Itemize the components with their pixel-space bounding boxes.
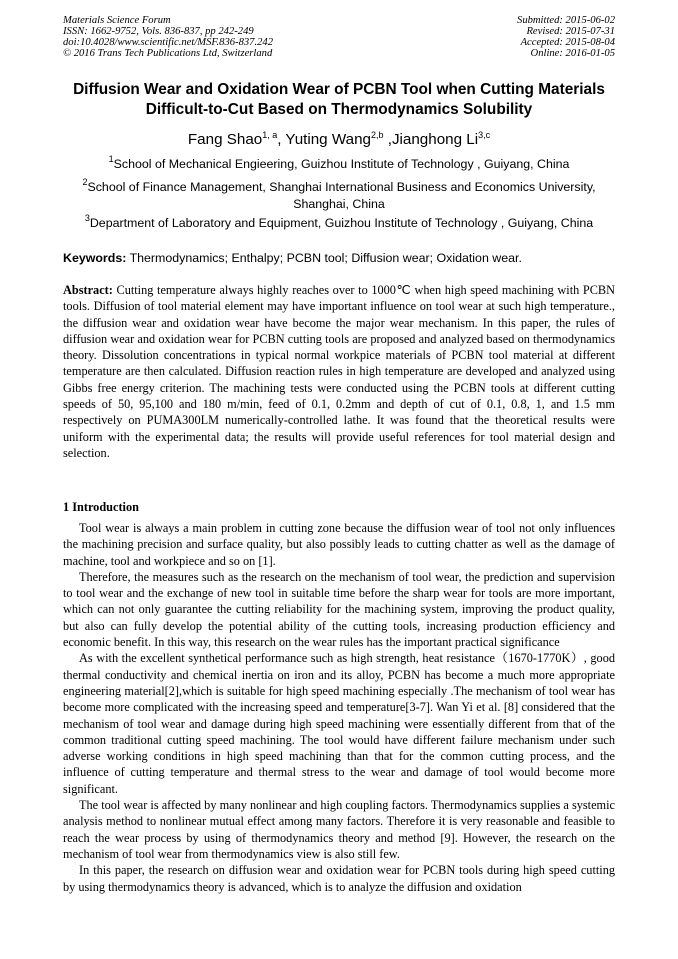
paragraph: As with the excellent synthetical performance such as high strength, heat resistance（1670-1770K）, good thermal conductivity and chemical inertia on iron and its alloy, PCBN has become a much more appropriate engineering material[2],which is suitable for high speed machining especially .The mechanism of tool wear has become more complicated with the increasing speed and temperature[3-7]. Wan Yi et al. [8] considered that the mechanism of tool wear and damage during high speed machining were essentially different from that of the common traditional cutting speed machining. The tool would have different failure mechanism under such adverse working conditions in high speed machining than that for the common cutting process, and the influence of cutting temperature and thermal stress to the wear and damage of tool would become more significant.	[63, 651, 615, 796]
introduction-body	[63, 520, 615, 895]
abstract	[63, 282, 615, 461]
journal-copyright: © 2016 Trans Tech Publications Ltd, Switzerland	[63, 48, 273, 59]
keywords-label: Keywords:	[63, 251, 127, 265]
journal-doi: doi:10.4028/www.scientific.net/MSF.836-837.242	[63, 37, 273, 48]
author-affiliation-mark: 1, a	[262, 130, 278, 140]
author-name: Jianghong Li	[391, 131, 479, 148]
author-name: Fang Shao	[187, 131, 263, 148]
abstract-label: Abstract:	[63, 283, 113, 297]
abstract-text: Cutting temperature always highly reaches over to 1000℃ when high speed machining with PCBN tools. Diffusion of tool material element may have important influence on tool wear at such high temperature., the diffusion wear and oxidation wear have become the major wear mechanism. In this paper, the rules of diffusion wear and oxidation wear for PCBN cutting tools are proposed and analyzed based on thermodynamics theory. Dissolution concentrations in typical normal workpice materials of PCBN tool material at different temperature are then calculated. Diffusion reaction rules in high temperature are developed and analyzed using Gibbs free energy criterion. The machining tests were conducted using the PCBN tools at different cutting speeds of 50, 95,100 and 180 m/min, feed of 0.1, 0.2mm and depth of cut of 0.1, 0.8, 1, and 1.5 mm respectively on PUMA300LM numerically-controlled lathe. It was found that the theoretical results were uniform with the experimental data; the results will provide useful references for tool material design and selection.	[63, 283, 616, 460]
author-affiliation-mark: 2,b	[370, 130, 384, 140]
affiliation-text: School of Mechanical Engieering, Guizhou Institute of Technology , Guiyang, China	[113, 157, 570, 171]
paper-title: Diffusion Wear and Oxidation Wear of PCBN Tool when Cutting Materials Difficult-to-Cut Based on Thermodynamics Solubility	[73, 81, 605, 118]
author-separator: ,	[277, 131, 286, 148]
date-accepted: Accepted: 2015-08-04	[520, 37, 615, 48]
affiliation-text: School of Finance Management, Shanghai International Business and Economics University, Shanghai, China	[87, 180, 596, 211]
affiliation-number: 2	[82, 177, 88, 187]
journal-issn: ISSN: 1662-9752, Vols. 836-837, pp 242-249	[63, 26, 254, 37]
submission-dates	[517, 15, 615, 59]
paragraph: In this paper, the research on diffusion wear and oxidation wear for PCBN tools during high speed cutting by using thermodynamics theory is advanced, which is to analyze the diffusion and oxidation	[63, 863, 615, 894]
paragraph: Tool wear is always a main problem in cutting zone because the diffusion wear of tool not only influences the machining precision and surface quality, but also possibly leads to cutting chatter as well as the damage of machine, tool and workpiece and so on [1].	[63, 521, 615, 568]
author-list	[40, 129, 638, 151]
keywords	[63, 250, 623, 267]
affiliation-number: 1	[108, 154, 114, 164]
date-submitted: Submitted: 2015-06-02	[517, 15, 615, 26]
affiliation	[60, 179, 618, 213]
journal-name: Materials Science Forum	[63, 15, 171, 26]
keywords-text: Thermodynamics; Enthalpy; PCBN tool; Diffusion wear; Oxidation wear.	[129, 251, 522, 265]
section-heading: 1 Introduction	[63, 500, 139, 514]
paragraph: The tool wear is affected by many nonlinear and high coupling factors. Thermodynamics supplies a systemic analysis method to nonlinear mutual effect among many factors. Therefore it is very reasonable and feasible to reach the wear process by using of thermodynamics theory and method [9]. However, the research on the mechanism of tool wear from thermodynamics view is also still few.	[63, 798, 615, 861]
journal-info	[63, 15, 273, 59]
affiliation-number: 3	[84, 213, 90, 223]
author-name: Yuting Wang	[285, 131, 371, 148]
affiliation-text: Department of Laboratory and Equipment, Guizhou Institute of Technology , Guiyang, China	[89, 216, 594, 230]
affiliation	[60, 215, 618, 232]
date-revised: Revised: 2015-07-31	[526, 26, 615, 37]
affiliation	[60, 156, 618, 173]
author-affiliation-mark: 3,c	[478, 130, 491, 140]
paragraph: Therefore, the measures such as the research on the mechanism of tool wear, the prediction and supervision to tool wear and the exchange of new tool in suitable time before the sharp wear for tools are more important, which can not only guarantee the cutting reliability for the machining system, improving the product quality, but also can fully develop the potential ability of the cutting tools, increasing production efficiency and economic benefit. In this way, this research on the wear rules has the important practical significance	[63, 569, 615, 650]
date-online: Online: 2016-01-05	[530, 48, 615, 59]
author-separator: ,	[383, 131, 392, 148]
